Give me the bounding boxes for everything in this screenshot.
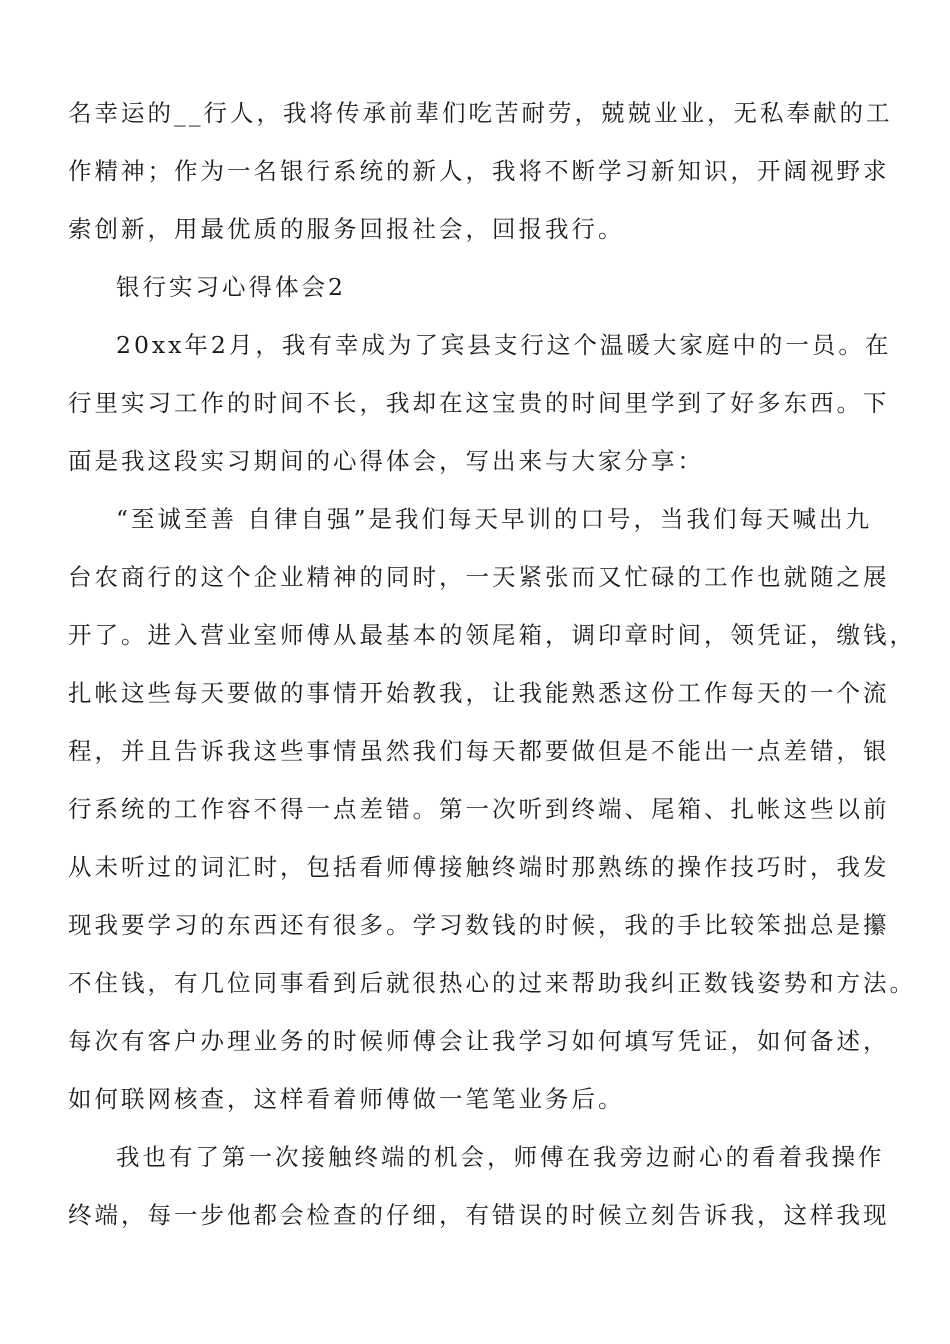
text-line: 面是我这段实习期间的心得体会，写出来与大家分享： xyxy=(68,447,704,475)
text-line: 行里实习工作的时间不长，我却在这宝贵的时间里学到了好多东西。下 xyxy=(68,389,890,417)
paragraph-opening xyxy=(68,316,898,490)
paragraph-training xyxy=(68,490,916,1128)
heading-line: 银行实习心得体会2 xyxy=(116,273,346,301)
text-line: 20xx年2月，我有幸成为了宾县支行这个温暖大家庭中的一员。在 xyxy=(116,331,892,359)
section-heading xyxy=(68,258,898,316)
text-line: 名幸运的__行人，我将传承前辈们吃苦耐劳，兢兢业业，无私奉献的工 xyxy=(68,99,893,127)
text-line: 作精神；作为一名银行系统的新人，我将不断学习新知识，开阔视野求 xyxy=(68,157,890,185)
text-line: 行系统的工作容不得一点差错。第一次听到终端、尾箱、扎帐这些以前 xyxy=(68,795,890,823)
text-line: “至诚至善 自律自强”是我们每天早训的口号，当我们每天喊出九 xyxy=(116,505,872,533)
text-line: 扎帐这些每天要做的事情开始教我，让我能熟悉这份工作每天的一个流 xyxy=(68,679,890,707)
text-line: 台农商行的这个企业精神的同时，一天紧张而又忙碌的工作也就随之展 xyxy=(68,563,890,591)
document-body xyxy=(68,84,916,1244)
text-line: 程，并且告诉我这些事情虽然我们每天都要做但是不能出一点差错，银 xyxy=(68,737,890,765)
text-line: 我也有了第一次接触终端的机会，师傅在我旁边耐心的看着我操作 xyxy=(116,1143,885,1171)
paragraph-terminal xyxy=(68,1128,898,1244)
paragraph-intro-continuation xyxy=(68,84,898,258)
text-line: 索创新，用最优质的服务回报社会，回报我行。 xyxy=(68,215,625,243)
text-line: 开了。进入营业室师傅从最基本的领尾箱，调印章时间，领凭证，缴钱， xyxy=(68,621,916,649)
text-line: 从未听过的词汇时，包括看师傅接触终端时那熟练的操作技巧时，我发 xyxy=(68,853,890,881)
text-line: 如何联网核查，这样看着师傅做一笔笔业务后。 xyxy=(68,1085,625,1113)
text-line: 终端，每一步他都会检查的仔细，有错误的时候立刻告诉我，这样我现 xyxy=(68,1201,890,1229)
text-line: 现我要学习的东西还有很多。学习数钱的时候，我的手比较笨拙总是攥 xyxy=(68,911,890,939)
text-line: 不住钱，有几位同事看到后就很热心的过来帮助我纠正数钱姿势和方法。 xyxy=(68,969,916,997)
text-line: 每次有客户办理业务的时候师傅会让我学习如何填写凭证，如何备述， xyxy=(68,1027,890,1055)
